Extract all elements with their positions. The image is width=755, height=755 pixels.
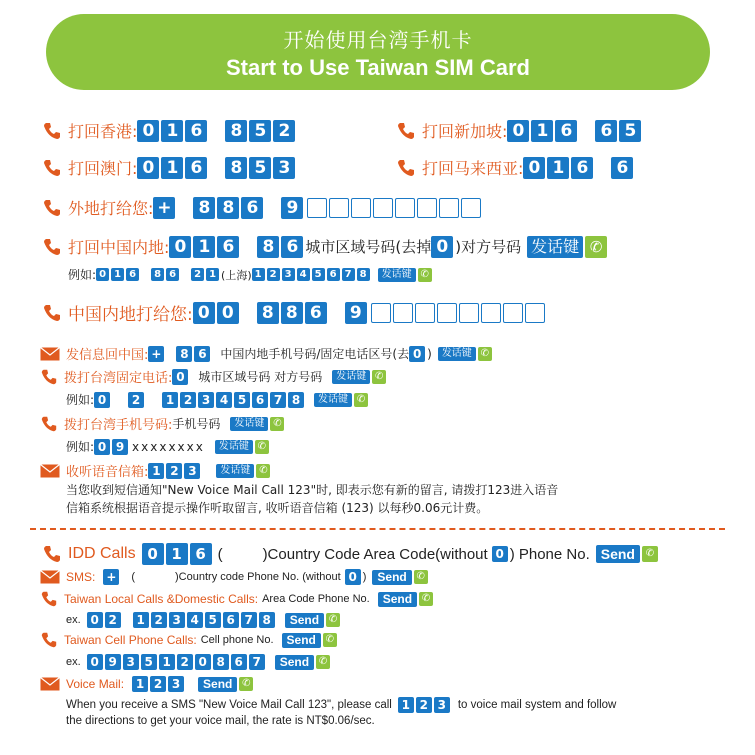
- row-taiwan-landline: [40, 367, 386, 386]
- digit-box: 5: [312, 268, 325, 281]
- digit-box: 8: [213, 654, 229, 670]
- digit-box: 6: [241, 197, 263, 219]
- mc-label: 中国内地打给您:: [68, 305, 193, 325]
- send-key-label: 发话键: [378, 268, 416, 282]
- send-key-label: Send: [596, 545, 640, 563]
- digit-group: [133, 612, 277, 628]
- row-example-local-en: [66, 612, 340, 628]
- digit-box: 6: [252, 392, 268, 408]
- digit-box: 1: [206, 268, 219, 281]
- empty-digit-box: [437, 303, 457, 323]
- digit-group: [193, 197, 265, 219]
- row-example-mainland: [68, 266, 432, 283]
- digit-box: 2: [180, 392, 196, 408]
- sg-label: 打回新加坡:: [422, 122, 508, 141]
- envelope-icon: [40, 464, 60, 478]
- empty-digit-box: [351, 198, 371, 218]
- green-phone-icon: ✆: [478, 347, 492, 361]
- digit-box: 9: [105, 654, 121, 670]
- digit-box: 8: [257, 236, 279, 258]
- phone-handset-icon: [42, 237, 62, 257]
- digit-box: 0: [507, 120, 529, 142]
- digit-box: 8: [217, 197, 239, 219]
- banner-title-en: Start to Use Taiwan SIM Card: [226, 55, 530, 80]
- green-phone-icon: ✆: [585, 236, 607, 258]
- digit-box: 1: [398, 697, 414, 713]
- sms-label: 发信息回中国:: [66, 348, 149, 363]
- digit-box: 9: [112, 439, 128, 455]
- digit-box: 3: [434, 697, 450, 713]
- voicemail-description-cn: [66, 481, 558, 517]
- row-call-singapore: [396, 119, 643, 142]
- phone-handset-icon: [396, 121, 416, 141]
- digit-box: 6: [190, 543, 212, 565]
- sms-text: 中国内地手机号码/固定电话区号(去: [220, 347, 410, 361]
- digit-box: 2: [416, 697, 432, 713]
- digit-box: 1: [111, 268, 124, 281]
- sms-close: ): [362, 571, 367, 583]
- digit-box: 1: [162, 392, 178, 408]
- digit-nine: 9: [345, 302, 367, 324]
- digit-box: 8: [357, 268, 370, 281]
- digit-box: 6: [305, 302, 327, 324]
- banner-title-zh: 开始使用台湾手机卡: [283, 28, 473, 52]
- row-call-hong-kong: [42, 119, 297, 142]
- paren-open: (: [217, 545, 223, 563]
- digit-box: 3: [123, 654, 139, 670]
- digit-box: 4: [216, 392, 232, 408]
- para-part: to voice mail system and follow: [457, 699, 617, 711]
- zero-digit: 0: [94, 392, 110, 408]
- digit-box: 6: [231, 654, 247, 670]
- digit-box: 3: [273, 157, 295, 179]
- digit-box: 5: [249, 120, 271, 142]
- send-key-label: Send: [285, 613, 324, 628]
- envelope-icon: [40, 347, 60, 361]
- envelope-icon: [40, 570, 60, 584]
- send-key-label: 发话键: [216, 464, 254, 478]
- send-key-label: Send: [282, 633, 321, 648]
- digit-box: 6: [595, 120, 617, 142]
- ex-label: ex.: [66, 656, 81, 668]
- tw-cell-label: 拨打台湾手机号码:: [64, 418, 173, 433]
- empty-digit-box: [459, 303, 479, 323]
- digit-box: 0: [193, 302, 215, 324]
- para-line: 当您收到短信通知"New Voice Mail Call 123"时, 即表示您有新的留言, 请拨打123进入语音: [66, 483, 559, 497]
- para-line: the directions to get your voice mail, the rate is NT$0.06/sec.: [66, 715, 375, 727]
- digit-box: 0: [169, 236, 191, 258]
- digit-box: 8: [225, 157, 247, 179]
- plus-digit: +: [148, 346, 164, 362]
- digit-box: 6: [185, 157, 207, 179]
- send-key-label: 发话键: [438, 347, 476, 361]
- green-phone-icon: ✆: [372, 370, 386, 384]
- empty-digit-box: [371, 303, 391, 323]
- digit-box: 8: [259, 612, 275, 628]
- digit-box: 8: [193, 197, 215, 219]
- digit-box: 0: [142, 543, 164, 565]
- zero-digit: 0: [172, 369, 188, 385]
- mainland-text1: 城市区域号码(去掉: [305, 238, 432, 256]
- digit-box: 1: [252, 268, 265, 281]
- zero-digit: 0: [345, 569, 361, 585]
- digit-box: 6: [281, 236, 303, 258]
- digit-box: 1: [531, 120, 553, 142]
- green-phone-icon: ✆: [326, 613, 340, 627]
- phone-handset-icon: [42, 121, 62, 141]
- digit-box: 1: [133, 612, 149, 628]
- my-label: 打回马来西亚:: [422, 159, 524, 178]
- digit-group: [191, 268, 221, 281]
- green-phone-icon: ✆: [642, 546, 658, 562]
- digit-box: 2: [191, 268, 204, 281]
- row-voicemail-en: [40, 676, 253, 692]
- empty-digit-boxes: [307, 198, 483, 218]
- sms-text-en: )Country code Phone No. (without: [175, 571, 341, 583]
- mainland-label: 打回中国内地:: [68, 238, 170, 257]
- empty-digit-box: [439, 198, 459, 218]
- dashed-separator: [30, 528, 725, 530]
- city-name: (上海): [221, 268, 252, 282]
- digit-box: 3: [198, 392, 214, 408]
- row-cell-calls: [40, 631, 337, 649]
- digit-box: 8: [281, 302, 303, 324]
- green-phone-icon: ✆: [316, 655, 330, 669]
- empty-digit-box: [393, 303, 413, 323]
- digit-box: 8: [151, 268, 164, 281]
- green-phone-icon: ✆: [239, 677, 253, 691]
- tw-land-label: 拨打台湾固定电话:: [64, 371, 173, 386]
- digit-group: [595, 120, 643, 142]
- local-text: Area Code Phone No.: [262, 593, 370, 605]
- example-label: 例如:: [68, 268, 97, 282]
- send-key-label: Send: [275, 655, 314, 670]
- row-call-malaysia: [396, 156, 635, 179]
- digit-box: 0: [96, 268, 109, 281]
- digit-box: 0: [195, 654, 211, 670]
- send-key-label: Send: [372, 570, 411, 585]
- digit-box: 1: [161, 120, 183, 142]
- digit-box: 1: [547, 157, 569, 179]
- tw-cell-text: 手机号码: [172, 417, 221, 431]
- example-label: 例如:: [66, 440, 95, 454]
- idd-label: IDD Calls: [68, 545, 136, 562]
- digit-group: [257, 236, 305, 258]
- row-sms-en: [40, 569, 428, 585]
- digit-group: [137, 120, 209, 142]
- digit-box: 1: [148, 463, 164, 479]
- digit-box: 6: [194, 346, 210, 362]
- digit-group: [162, 392, 306, 408]
- green-phone-icon: ✆: [270, 417, 284, 431]
- sms-label-en: SMS:: [66, 570, 96, 584]
- city-digit: 2: [128, 392, 144, 408]
- row-abroad-calling: [42, 196, 483, 219]
- send-key-label: Send: [198, 677, 237, 692]
- empty-digit-box: [307, 198, 327, 218]
- row-idd-calls: [42, 543, 658, 565]
- empty-digit-box: [329, 198, 349, 218]
- sms-close: ): [427, 346, 432, 361]
- send-key-label: 发话键: [215, 440, 253, 454]
- send-key-label: Send: [378, 592, 417, 607]
- digit-box: 2: [105, 612, 121, 628]
- zero-digit: 0: [409, 346, 425, 362]
- digit-box: 5: [141, 654, 157, 670]
- digit-box: 3: [184, 463, 200, 479]
- mainland-text2: )对方号码: [455, 238, 522, 256]
- digit-box: 0: [94, 439, 110, 455]
- send-key-label: 发话键: [230, 417, 268, 431]
- digit-box: 7: [270, 392, 286, 408]
- row-example-cell-en: [66, 654, 330, 670]
- digit-box: 0: [137, 120, 159, 142]
- example-label: 例如:: [66, 393, 95, 407]
- row-sms-china: [40, 344, 492, 363]
- digit-box: 8: [176, 346, 192, 362]
- digit-box: 5: [619, 120, 641, 142]
- row-taiwan-cell: [40, 414, 284, 433]
- cell-label: Taiwan Cell Phone Calls:: [64, 633, 197, 647]
- para-line: [66, 697, 616, 713]
- digit-box: 6: [611, 157, 633, 179]
- green-phone-icon: ✆: [414, 570, 428, 584]
- digit-box: 6: [185, 120, 207, 142]
- phone-handset-icon: [40, 415, 58, 433]
- digit-box: 6: [327, 268, 340, 281]
- phone-handset-icon: [40, 368, 58, 386]
- digit-box: 4: [297, 268, 310, 281]
- digit-box: 6: [571, 157, 593, 179]
- digit-box: 6: [217, 236, 239, 258]
- placeholder-digits: xxxxxxxx: [132, 439, 205, 454]
- tw-land-text: 城市区域号码 对方号码: [198, 370, 323, 384]
- digit-group: [523, 157, 595, 179]
- digit-nine: 9: [281, 197, 303, 219]
- digit-box: 8: [257, 302, 279, 324]
- digit-box: 6: [166, 268, 179, 281]
- digit-box: 7: [249, 654, 265, 670]
- digit-group: [193, 302, 241, 324]
- green-phone-icon: ✆: [418, 268, 432, 282]
- digit-box: 3: [282, 268, 295, 281]
- para-part: When you receive a SMS "New Voice Mail Call 123", please call: [66, 699, 392, 711]
- green-phone-icon: ✆: [256, 464, 270, 478]
- row-voicemail-cn: [40, 461, 270, 480]
- vm-label: 收听语音信箱:: [66, 465, 149, 480]
- digit-group: [398, 697, 452, 713]
- digit-group: [94, 439, 130, 455]
- empty-digit-box: [395, 198, 415, 218]
- green-phone-icon: ✆: [323, 633, 337, 647]
- row-example-landline: [66, 391, 368, 408]
- empty-digit-box: [415, 303, 435, 323]
- phone-handset-icon: [42, 198, 62, 218]
- mo-label: 打回澳门:: [68, 159, 138, 178]
- digit-box: 5: [205, 612, 221, 628]
- empty-digit-box: [461, 198, 481, 218]
- digit-box: 6: [126, 268, 139, 281]
- envelope-icon: [40, 677, 60, 691]
- phone-handset-icon: [42, 303, 62, 323]
- row-call-macau: [42, 156, 297, 179]
- plus-digit: +: [103, 569, 119, 585]
- abroad-label: 外地打给您:: [68, 199, 154, 218]
- hk-label: 打回香港:: [68, 122, 138, 141]
- row-example-cell: [66, 438, 269, 455]
- idd-text1: )Country Code Area Code(without: [262, 545, 488, 563]
- digit-box: 0: [523, 157, 545, 179]
- digit-box: 2: [150, 676, 166, 692]
- digit-box: 0: [87, 612, 103, 628]
- digit-box: 3: [169, 612, 185, 628]
- row-mainland-calling: [42, 300, 547, 325]
- digit-box: 1: [159, 654, 175, 670]
- digit-group: [96, 268, 141, 281]
- digit-box: 3: [168, 676, 184, 692]
- digit-box: 1: [166, 543, 188, 565]
- digit-box: 5: [234, 392, 250, 408]
- green-phone-icon: ✆: [419, 592, 433, 606]
- digit-group: [87, 612, 123, 628]
- digit-group: [142, 543, 214, 565]
- digit-box: 2: [273, 120, 295, 142]
- digit-box: 8: [225, 120, 247, 142]
- empty-digit-box: [481, 303, 501, 323]
- phone-handset-icon: [42, 158, 62, 178]
- digit-group: [169, 236, 241, 258]
- digit-box: 1: [132, 676, 148, 692]
- digit-group: [137, 157, 209, 179]
- paren-open: (: [131, 571, 136, 583]
- idd-text2: ) Phone No.: [509, 545, 590, 563]
- digit-group: [507, 120, 579, 142]
- send-key-label: 发话键: [332, 370, 370, 384]
- cell-text: Cell phone No.: [200, 634, 274, 646]
- digit-box: 4: [187, 612, 203, 628]
- digit-box: 0: [137, 157, 159, 179]
- digit-group: [225, 157, 297, 179]
- phone-handset-icon: [42, 544, 62, 564]
- vm-label-en: Voice Mail:: [66, 677, 125, 691]
- digit-box: 7: [241, 612, 257, 628]
- digit-group: [225, 120, 297, 142]
- empty-digit-box: [525, 303, 545, 323]
- digit-group: [252, 268, 372, 281]
- empty-digit-boxes: [371, 303, 547, 323]
- digit-box: 1: [193, 236, 215, 258]
- send-key-label: 发话键: [314, 393, 352, 407]
- empty-digit-box: [417, 198, 437, 218]
- green-phone-icon: ✆: [354, 393, 368, 407]
- empty-digit-box: [503, 303, 523, 323]
- ex-label: ex.: [66, 614, 81, 626]
- digit-group: [611, 157, 635, 179]
- digit-group: [148, 463, 202, 479]
- phone-handset-icon: [40, 631, 58, 649]
- digit-box: 2: [166, 463, 182, 479]
- digit-group: [151, 268, 181, 281]
- digit-box: 2: [267, 268, 280, 281]
- title-banner: [46, 14, 710, 90]
- digit-box: 2: [151, 612, 167, 628]
- plus-digit: +: [153, 197, 175, 219]
- digit-box: 0: [87, 654, 103, 670]
- digit-group: [87, 654, 267, 670]
- send-key-label: 发话键: [527, 236, 583, 258]
- phone-handset-icon: [40, 590, 58, 608]
- para-line: 信箱系统根据语音提示操作听取留言, 收听语音信箱 (123) 以每秒0.06元计费。: [66, 501, 489, 515]
- digit-box: 2: [177, 654, 193, 670]
- digit-box: 6: [223, 612, 239, 628]
- digit-box: 0: [217, 302, 239, 324]
- row-call-mainland: [42, 235, 607, 258]
- digit-group: [257, 302, 329, 324]
- row-local-calls: [40, 590, 433, 608]
- digit-box: 7: [342, 268, 355, 281]
- digit-group: [176, 346, 212, 362]
- empty-digit-box: [373, 198, 393, 218]
- zero-digit: 0: [431, 236, 453, 258]
- digit-box: 5: [249, 157, 271, 179]
- digit-box: 6: [555, 120, 577, 142]
- digit-box: 1: [161, 157, 183, 179]
- digit-group: [132, 676, 186, 692]
- phone-handset-icon: [396, 158, 416, 178]
- voicemail-description-en: [66, 697, 616, 729]
- local-label: Taiwan Local Calls &Domestic Calls:: [64, 592, 259, 606]
- green-phone-icon: ✆: [255, 440, 269, 454]
- zero-digit: 0: [492, 546, 508, 562]
- digit-box: 8: [288, 392, 304, 408]
